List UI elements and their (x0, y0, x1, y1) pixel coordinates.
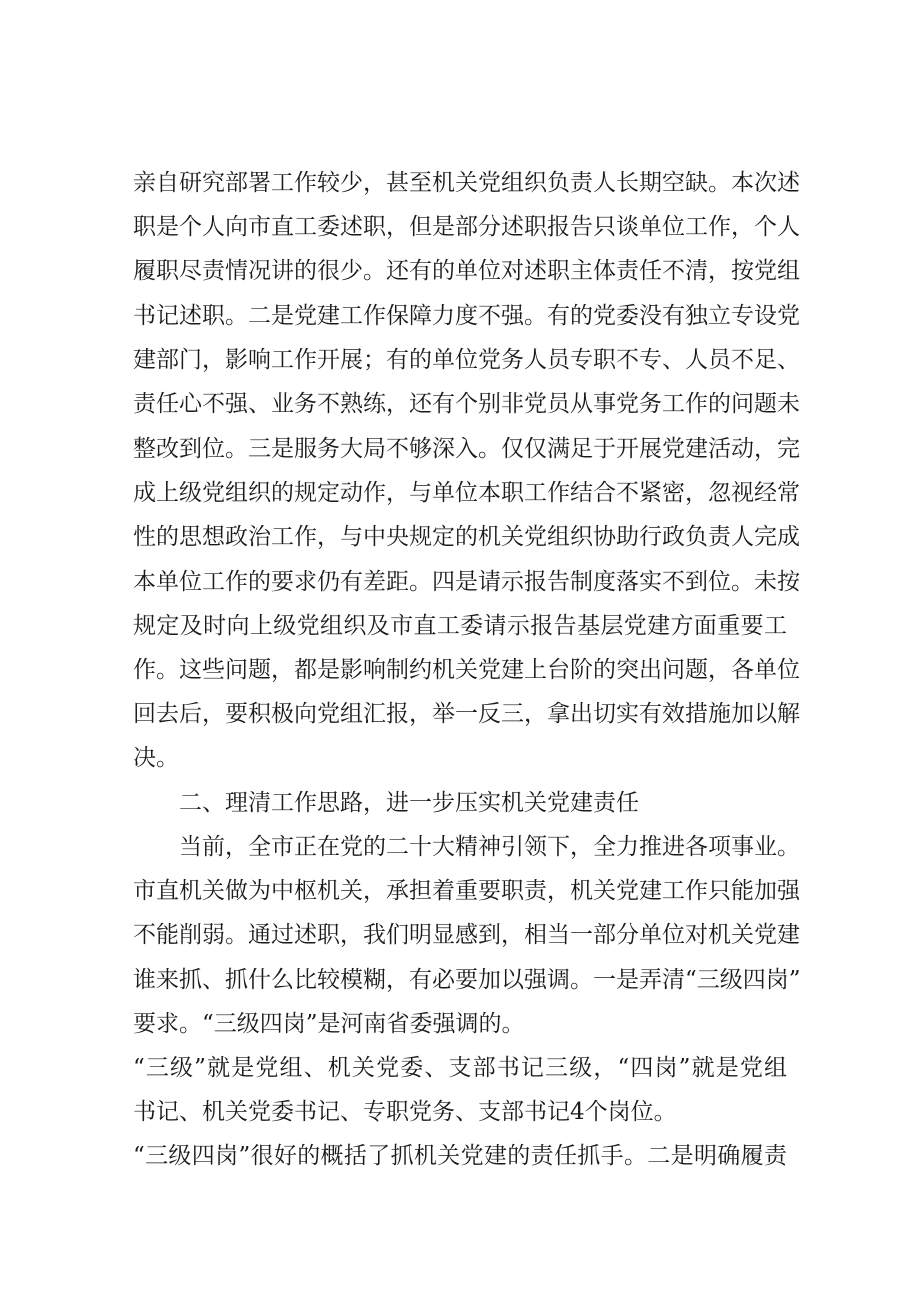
text-line-23: “三级四岗”很好的概括了抓机关党建的责任抓手。二是明确履责 (133, 1143, 787, 1169)
text-line-10: 本单位工作的要求仍有差距。四是请示报告制度落实不到位。未按 (133, 569, 800, 595)
text-line-3: 履职尽责情况讲的很少。还有的单位对述职主体责任不清，按党组 (133, 258, 800, 284)
text-line-2: 职是个人向市直工委述职，但是部分述职报告只谈单位工作，个人 (133, 214, 800, 240)
text-line-1: 亲自研究部署工作较少，甚至机关党组织负责人长期空缺。本次述 (133, 170, 800, 196)
text-line-18: 不能削弱。通过述职，我们明显感到，相当一部分单位对机关党建 (133, 922, 800, 948)
text-line-9: 性的思想政治工作，与中央规定的机关党组织协助行政负责人完成 (133, 524, 800, 550)
text-line-22: 书记、机关党委书记、专职党务、支部书记4个岗位。 (133, 1099, 677, 1125)
section-heading: 二、理清工作思路，进一步压实机关党建责任 (179, 790, 639, 816)
text-line-17: 市直机关做为中枢机关，承担着重要职责，机关党建工作只能加强 (133, 878, 800, 904)
text-line-7: 整改到位。三是服务大局不够深入。仅仅满足于开展党建活动，完 (133, 436, 800, 462)
text-line-11: 规定及时向上级党组织及市直工委请示报告基层党建方面重要工 (133, 613, 787, 639)
text-line-5: 建部门，影响工作开展；有的单位党务人员专职不专、人员不足、 (133, 347, 800, 373)
text-line-6: 责任心不强、业务不熟练，还有个别非党员从事党务工作的问题未 (133, 391, 800, 417)
text-line-13: 回去后，要积极向党组汇报，举一反三，拿出切实有效措施加以解 (133, 701, 800, 727)
text-line-20: 要求。“三级四岗”是河南省委强调的。 (133, 1011, 525, 1037)
text-line-14: 决。 (133, 745, 179, 771)
text-line-19: 谁来抓、抓什么比较模糊，有必要加以强调。一是弄清“三级四岗” (133, 967, 801, 993)
text-line-21: “三级”就是党组、机关党委、支部书记三级，“四岗”就是党组 (133, 1055, 787, 1081)
text-line-12: 作。这些问题，都是影响制约机关党建上台阶的突出问题，各单位 (133, 657, 800, 683)
text-line-16: 当前，全市正在党的二十大精神引领下，全力推进各项事业。 (179, 834, 800, 860)
text-line-4: 书记述职。二是党建工作保障力度不强。有的党委没有独立专设党 (133, 303, 800, 329)
text-line-8: 成上级党组织的规定动作，与单位本职工作结合不紧密，忽视经常 (133, 480, 800, 506)
